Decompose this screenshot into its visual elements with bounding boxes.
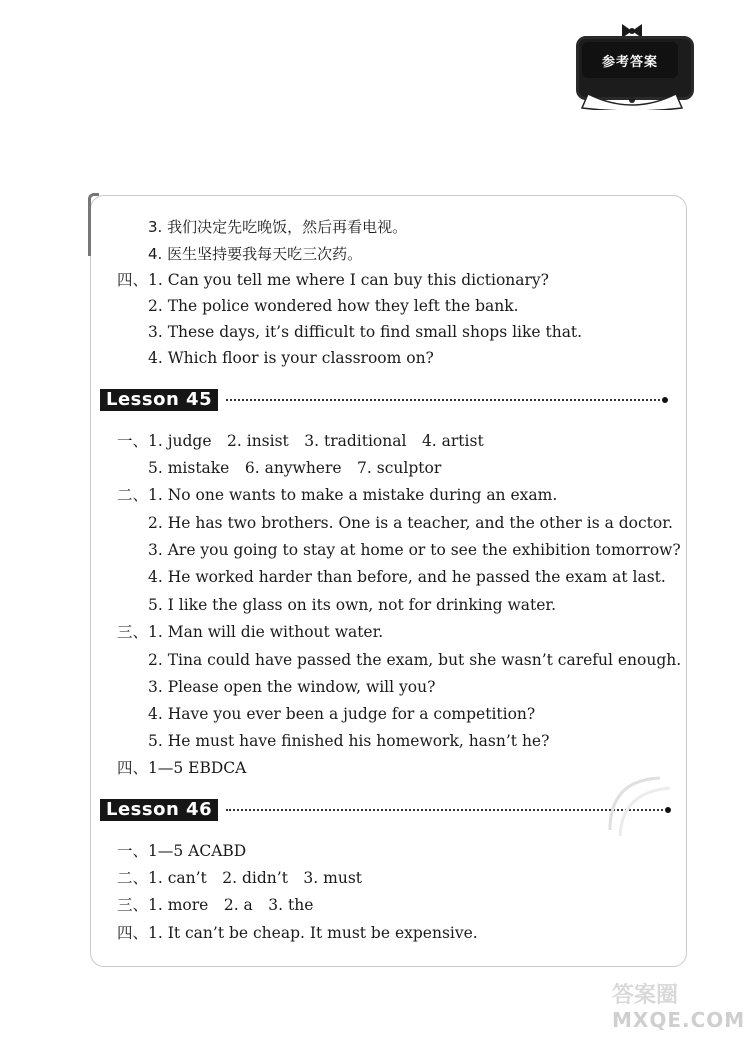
l46-line-1: 一、1—5 ACABD: [117, 842, 247, 860]
rule-end-dot: [662, 397, 668, 403]
top-line-1: 3. 我们决定先吃晚饭，然后再看电视。: [148, 218, 408, 236]
lesson-46-title: Lesson 46: [100, 799, 218, 821]
l45-line-3: 二、1. No one wants to make a mistake during an exam.: [117, 486, 558, 504]
l45-line-11: 4. Have you ever been a judge for a competition?: [148, 705, 536, 723]
monitor-stand-icon: [578, 94, 686, 110]
top-line-3: 四、1. Can you tell me where I can buy this dictionary?: [117, 271, 549, 289]
top-line-2: 4. 医生坚持要我每天吃三次药。: [148, 245, 363, 263]
l45-line-4: 2. He has two brothers. One is a teacher, and the other is a doctor.: [148, 514, 673, 532]
watermark-logo: 答案圈: [612, 983, 679, 1008]
top-line-5: 3. These days, it’s difficult to find small shops like that.: [148, 323, 583, 341]
badge-label: 参考答案: [582, 42, 678, 78]
top-line-6: 4. Which floor is your classroom on?: [148, 349, 434, 367]
l45-line-12: 5. He must have finished his homework, hasn’t he?: [148, 732, 550, 750]
l45-line-2: 5. mistake 6. anywhere 7. sculptor: [148, 459, 442, 477]
l45-line-6: 4. He worked harder than before, and he passed the exam at last.: [148, 568, 666, 586]
lesson-45-title: Lesson 45: [100, 389, 218, 411]
watermark-url: MXQE.COM: [612, 1008, 746, 1032]
top-line-4: 2. The police wondered how they left the bank.: [148, 297, 519, 315]
l45-line-1: 一、1. judge 2. insist 3. traditional 4. artist: [117, 432, 484, 450]
l46-line-3: 三、1. more 2. a 3. the: [117, 896, 314, 914]
l45-line-13: 四、1—5 EBDCA: [117, 759, 247, 777]
l45-line-10: 3. Please open the window, will you?: [148, 678, 436, 696]
l46-line-2: 二、1. can’t 2. didn’t 3. must: [117, 869, 363, 887]
dotted-rule: [226, 399, 660, 401]
l45-line-8: 三、1. Man will die without water.: [117, 623, 384, 641]
frame-corner-decoration: [88, 193, 99, 256]
dotted-rule: [226, 809, 663, 811]
bracket-decoration-icon: [600, 770, 680, 840]
lesson-45-heading: [100, 388, 668, 412]
answer-key-badge: [568, 22, 696, 112]
l45-line-5: 3. Are you going to stay at home or to see the exhibition tomorrow?: [148, 541, 681, 559]
l46-line-4: 四、1. It can’t be cheap. It must be expensive.: [117, 924, 478, 942]
l45-line-9: 2. Tina could have passed the exam, but she wasn’t careful enough.: [148, 651, 682, 669]
lesson-46-heading: [100, 798, 671, 822]
l45-line-7: 5. I like the glass on its own, not for drinking water.: [148, 596, 557, 614]
